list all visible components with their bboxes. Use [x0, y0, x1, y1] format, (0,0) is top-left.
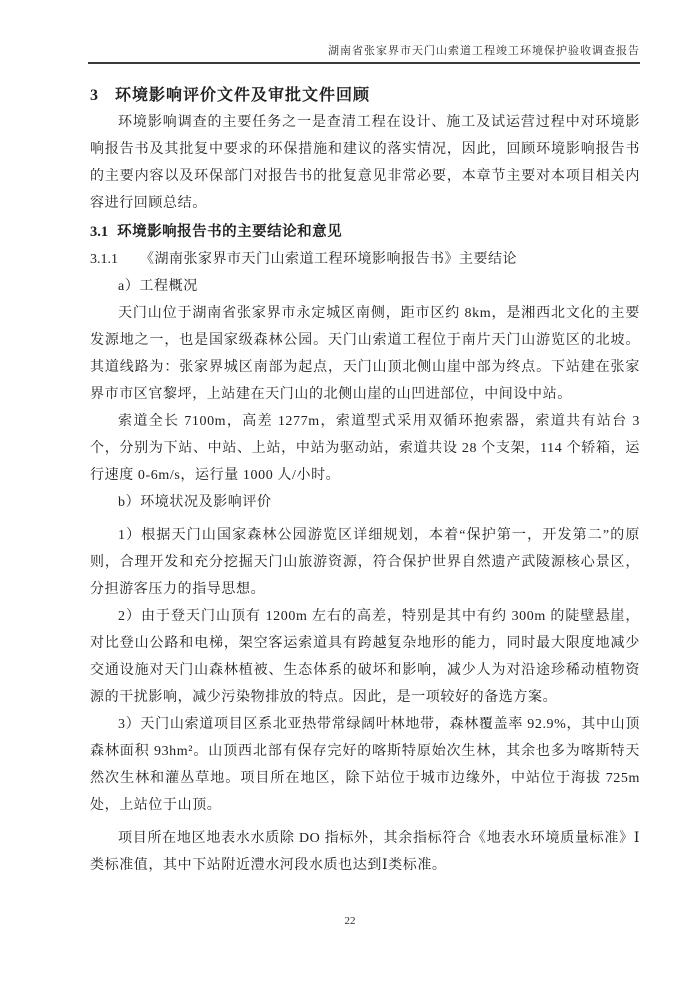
running-header-title: 湖南省张家界市天门山索道工程竣工环境保护验收调查报告: [328, 45, 640, 57]
list-item-a: a）工程概况: [118, 279, 198, 294]
paragraph-point-3: 3）天门山索道项目区系北亚热带常绿阔叶林地带，森林覆盖率 92.9%，其中山顶森林面积 93hm²。山顶西北部有保存完好的喀斯特原始次生林，其余也多为喀斯特天然次生林和灌丛草地。项目所在地区，除下站位于城市边缘外，中站位于海拔 725m 处，上站位于山顶。: [90, 717, 640, 813]
paragraph-point-1: 1）根据天门山国家森林公园游览区详细规划，本着“保护第一，开发第二”的原则，合理开发和充分挖掘天门山旅游资源，符合保护世界自然遗产武陵源核心景区，分担游客压力的指导思想。: [90, 528, 640, 597]
running-header: [88, 44, 640, 64]
chapter-heading: [90, 82, 640, 109]
header-rule: [88, 62, 640, 64]
subsection-number: 3.1.1: [90, 252, 118, 267]
paragraph-project-overview-1: 天门山位于湖南省张家界市永定城区南侧，距市区约 8km，是湘西北文化的主要发源地之一，也是国家级森林公园。天门山索道工程位于南片天门山游览区的北坡。其道线路为：张家界城区南部为起点，天门山顶北侧山崖中部为终点。下站建在张家界市市区官黎坪，上站建在天门山的北侧山崖的山凹进部位，中间设中站。: [90, 306, 640, 402]
page-footer: [0, 915, 700, 927]
page-number: 22: [344, 915, 356, 927]
section-title: 环境影响报告书的主要结论和意见: [117, 224, 343, 240]
subsection-title: 《湖南张家界市天门山索道工程环境影响报告书》主要结论: [140, 252, 517, 267]
section-number: 3.1: [90, 224, 109, 240]
paragraph-water-quality: 项目所在地区地表水水质除 DO 指标外，其余指标符合《地表水环境质量标准》Ⅰ类标准值，其中下站附近澧水河段水质也达到Ⅰ类标准。: [90, 831, 640, 873]
paragraph-point-2: 2）由于登天门山顶有 1200m 左右的高差，特别是其中有约 300m 的陡壁悬崖，对比登山公路和电梯，架空客运索道具有跨越复杂地形的能力，同时最大限度地减少交通设施对天门山森林植被、生态体系的破坏和影响，减少人为对沿途珍稀动植物资源的干扰影响，减少污染物排放的特点。因此，是一项较好的备选方案。: [90, 609, 640, 705]
list-item-b: b）环境状况及影响评价: [118, 495, 272, 510]
chapter-number: 3: [90, 87, 98, 104]
paragraph-project-overview-2: 索道全长 7100m，高差 1277m，索道型式采用双循环抱索器，索道共有站台 3 个，分别为下站、中站、上站，中站为驱动站，索道共设 28 个支架，114 个轿箱，运行速度 0-6m/s，运行量 1000 人/小时。: [90, 414, 640, 483]
document-body: [90, 82, 640, 879]
chapter-title: 环境影响评价文件及审批文件回顾: [115, 87, 371, 104]
subsection-heading: [90, 246, 640, 273]
paragraph-intro: 环境影响调查的主要任务之一是查清工程在设计、施工及试运营过程中对环境影响报告书及其批复中要求的环保措施和建议的落实情况，因此，回顾环境影响报告书的主要内容以及环保部门对报告书的批复意见非常必要，本章节主要对本项目相关内容进行回顾总结。: [90, 115, 640, 211]
section-heading: [90, 219, 640, 246]
